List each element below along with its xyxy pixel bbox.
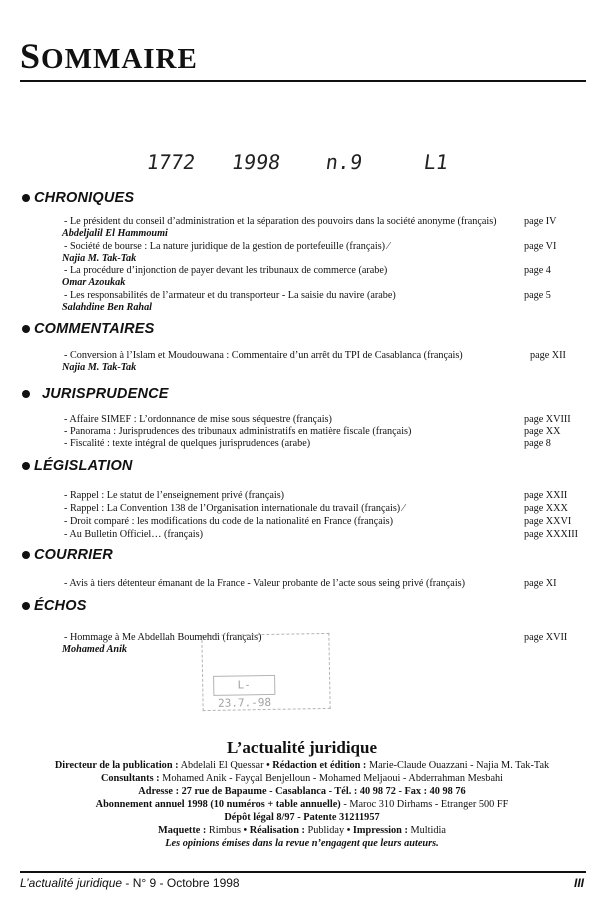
masthead-legal-line	[0, 811, 604, 824]
entry-title: - Rappel : Le statut de l’enseignement privé (français)	[64, 490, 285, 501]
entry-author: Abdeljalil El Hammoumi	[62, 228, 168, 239]
toc-entry	[64, 529, 586, 541]
title-initial: S	[20, 36, 42, 76]
entry-title: - Affaire SIMEF : L’ordonnance de mise sous séquestre (français)	[64, 414, 332, 425]
entry-page: page XXX	[524, 503, 568, 514]
handwritten-note-3: n.9	[324, 150, 364, 174]
section-heading: ÉCHOS	[34, 598, 87, 614]
editorial-label: • Rédaction et édition :	[266, 760, 367, 771]
layout-label: Maquette :	[158, 825, 207, 836]
entry-page: page XII	[530, 350, 566, 361]
subscription-label: Abonnement annuel 1998 (10 numéros + table annuelle)	[95, 799, 341, 810]
toc-entry	[64, 516, 586, 528]
toc-entry	[64, 265, 586, 289]
section-heading: JURISPRUDENCE	[42, 386, 169, 402]
entry-page: page XX	[524, 426, 561, 437]
entry-page: page XXXIII	[524, 529, 579, 540]
bullet-icon	[22, 194, 30, 202]
section-jurisprudence	[22, 386, 169, 402]
entry-title: - Rappel : La Convention 138 de l’Organisation internationale du travail (français) ⁄	[64, 503, 405, 514]
entry-author: Najia M. Tak-Tak	[62, 362, 137, 373]
layout-value: Rimbus	[208, 825, 241, 836]
entry-page: page XVIII	[524, 414, 571, 425]
toc-entry	[64, 216, 586, 240]
entry-page: page XI	[524, 578, 557, 589]
handwritten-note-2: 1998	[230, 150, 282, 174]
handwritten-note-4: L1	[422, 150, 450, 174]
entry-title: - Le président du conseil d’administration et la séparation des pouvoirs dans la société anonyme (français)	[64, 216, 497, 227]
toc-entry	[64, 578, 586, 590]
title-rest: OMMAIRE	[41, 43, 198, 75]
toc-entry	[64, 414, 586, 426]
entry-title: - La procédure d’injonction de payer devant les tribunaux de commerce (arabe)	[64, 265, 388, 276]
entry-title: - Droit comparé : les modifications du code de la nationalité en France (français)	[64, 516, 393, 527]
subscription-prices: - Maroc 310 Dirhams - Etranger 500 FF	[343, 799, 509, 810]
entry-page: page 5	[524, 290, 551, 301]
footer-page-number: III	[573, 876, 584, 890]
entry-title: - Fiscalité : texte intégral de quelques jurisprudences (arabe)	[64, 438, 311, 449]
section-chroniques	[22, 190, 134, 206]
editorial-staff: Marie-Claude Ouazzani - Najia M. Tak-Tak	[368, 760, 550, 771]
entry-title: - Les responsabilités de l’armateur et du transporteur - La saisie du navire (arabe)	[64, 290, 396, 301]
library-stamp	[201, 633, 330, 711]
entry-title: - Hommage à Me Abdellah Boumehdi (français)	[64, 632, 262, 643]
production-value: Publiday	[307, 825, 345, 836]
entry-title: - Panorama : Jurisprudences des tribunaux administratifs en matière fiscale (français)	[64, 426, 412, 437]
section-heading: COMMENTAIRES	[34, 321, 155, 337]
entry-title: - Conversion à l’Islam et Moudouwana : Commentaire d’un arrêt du TPI de Casablanca (français)	[64, 350, 463, 361]
toc-entry	[64, 438, 586, 450]
footer-rule	[20, 871, 586, 873]
entry-author: Salahdine Ben Rahal	[62, 302, 153, 313]
printing-label: • Impression :	[346, 825, 408, 836]
toc-entry	[64, 490, 586, 502]
title-rule	[20, 80, 586, 82]
footer-journal: L’actualité juridique	[20, 876, 123, 890]
entry-page: page IV	[524, 216, 557, 227]
entry-author: Mohamed Anik	[62, 644, 128, 655]
entry-title: - Avis à tiers détenteur émanant de la France - Valeur probante de l’acte sous seing privé (français)	[64, 578, 466, 589]
toc-entry	[64, 503, 586, 515]
printing-value: Multidia	[410, 825, 446, 836]
masthead-production-line	[0, 824, 604, 837]
footer-issue-number: - N° 9 - Octobre 1998	[125, 876, 240, 890]
production-label: • Réalisation :	[243, 825, 305, 836]
entry-page: page XXII	[524, 490, 568, 501]
legal-deposit: Dépôt légal 8/97 - Patente 31211957	[224, 812, 380, 823]
stamp-date: L-23.7.-98	[213, 675, 275, 696]
bullet-icon	[22, 462, 30, 470]
masthead-address-line	[0, 785, 604, 798]
footer-issue	[20, 876, 240, 890]
disclaimer: Les opinions émises dans la revue n’engagent que leurs auteurs.	[165, 838, 439, 849]
bullet-icon	[22, 325, 30, 333]
section-commentaires	[22, 321, 155, 337]
publication-director: Abdelali El Quessar	[180, 760, 264, 771]
toc-entry	[64, 426, 586, 438]
publication-director-label: Directeur de la publication :	[54, 760, 179, 771]
section-heading: CHRONIQUES	[34, 190, 135, 206]
masthead-title: L’actualité juridique	[226, 738, 378, 757]
masthead-subscription-line	[0, 798, 604, 811]
section-legislation	[22, 458, 133, 474]
address: Adresse : 27 rue de Bapaume - Casablanca - Tél. : 40 98 72 - Fax : 40 98 76	[138, 786, 466, 797]
entry-author: Omar Azoukak	[62, 277, 126, 288]
entry-title: - Au Bulletin Officiel… (français)	[64, 529, 203, 540]
entry-page: page XXVI	[524, 516, 572, 527]
consultants-label: Consultants :	[100, 773, 160, 784]
toc-entry	[64, 241, 586, 265]
masthead-publication-line	[0, 759, 604, 772]
section-courrier	[22, 547, 113, 563]
section-echos	[22, 598, 87, 614]
bullet-icon	[22, 602, 30, 610]
entry-page: page XVII	[524, 632, 568, 643]
entry-title: - Société de bourse : La nature juridique de la gestion de portefeuille (français) ⁄	[64, 241, 390, 252]
entry-page: page VI	[524, 241, 557, 252]
consultants: Mohamed Anik - Fayçal Benjelloun - Mohamed Meljaoui - Abderrahman Mesbahi	[162, 773, 504, 784]
entry-author: Najia M. Tak-Tak	[62, 253, 137, 264]
toc-entry	[64, 350, 586, 374]
toc-entry	[64, 290, 586, 314]
handwritten-note-1: 1772	[145, 150, 197, 174]
section-heading: COURRIER	[34, 547, 113, 563]
page-title	[20, 36, 198, 79]
section-heading: LÉGISLATION	[34, 458, 133, 474]
bullet-icon	[22, 551, 30, 559]
entry-page: page 8	[524, 438, 551, 449]
masthead-consultants-line	[0, 772, 604, 785]
entry-page: page 4	[524, 265, 551, 276]
bullet-icon	[22, 390, 30, 398]
masthead-disclaimer-line	[0, 837, 604, 850]
